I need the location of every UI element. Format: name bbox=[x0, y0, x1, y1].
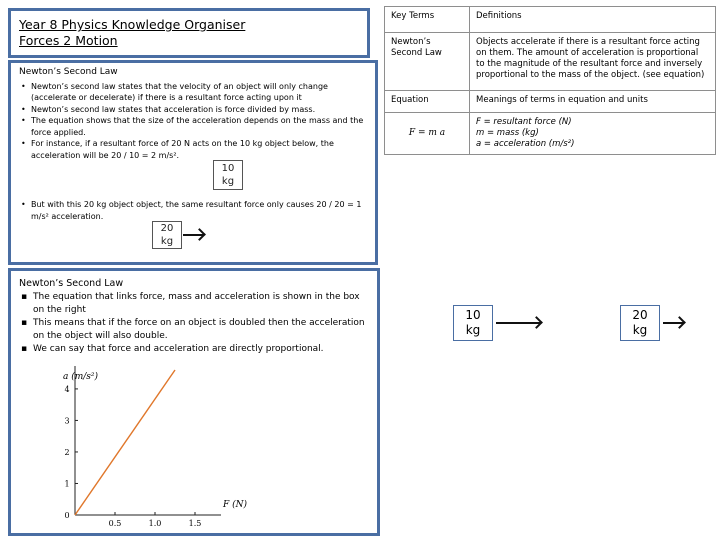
equation-meanings bbox=[470, 113, 716, 155]
meaning-acceleration: a = acceleration (m/s²) bbox=[476, 139, 575, 149]
mass-unit: kg bbox=[465, 323, 481, 337]
mass-unit: kg bbox=[221, 176, 235, 187]
title-line-1: Year 8 Physics Knowledge Organiser bbox=[19, 17, 246, 32]
bullet: • The equation shows that the size of the acceleration depends on the mass and the force applied. bbox=[31, 115, 367, 138]
section-1-heading: Newton’s Second Law bbox=[19, 67, 118, 77]
meaning-mass: m = mass (kg) bbox=[476, 128, 539, 138]
bullet: • For instance, if a resultant force of 20 N acts on the 10 kg object below, the acceleration will be 20 / 10 = 2 m/s². bbox=[31, 138, 367, 161]
y-ticks bbox=[64, 385, 78, 520]
series-line bbox=[75, 370, 175, 515]
bullet: ▪ We can say that force and acceleration are directly proportional. bbox=[33, 343, 369, 356]
table-row bbox=[385, 33, 716, 91]
table-header-row bbox=[385, 7, 716, 33]
mass-value: 20 bbox=[160, 223, 174, 234]
bullet: • But with this 20 kg object object, the same resultant force only causes 20 / 20 = 1 m/s² acceleration. bbox=[31, 199, 381, 222]
section-1-bullets bbox=[19, 81, 367, 162]
y-tick-label: 4 bbox=[64, 384, 70, 394]
section-2-bullets bbox=[19, 291, 369, 356]
mass-unit: kg bbox=[632, 323, 648, 337]
x-tick-label: 0.5 bbox=[108, 519, 122, 528]
bullet: • Newton’s second law states that acceleration is force divided by mass. bbox=[31, 104, 367, 116]
y-tick-label: 2 bbox=[64, 447, 70, 457]
title-line-2: Forces 2 Motion bbox=[19, 33, 118, 48]
x-tick-label: 1.5 bbox=[188, 519, 202, 528]
bullet: • Newton’s second law states that the velocity of an object will only change (accelerate or decelerate) if there is a resultant force acting upon it bbox=[31, 81, 367, 104]
bullet: ▪ The equation that links force, mass and acceleration is shown in the box on the right bbox=[33, 291, 369, 317]
meaning-force: F = resultant force (N) bbox=[476, 117, 572, 127]
x-tick-label: 1.0 bbox=[148, 519, 162, 528]
mass-box-20kg bbox=[152, 221, 182, 249]
force-arrow bbox=[183, 234, 203, 236]
graph-axes bbox=[75, 366, 221, 515]
title-box bbox=[8, 8, 370, 58]
bullet: ▪ This means that if the force on an object is doubled then the acceleration on the object will also double. bbox=[33, 317, 369, 343]
y-axis-label: a (m/s²) bbox=[63, 372, 99, 382]
section-2-heading: Newton’s Second Law bbox=[19, 278, 124, 289]
y-tick-label: 0 bbox=[64, 511, 70, 520]
force-arrow bbox=[663, 322, 683, 324]
term-equation: Equation bbox=[385, 91, 470, 113]
header-key-terms: Key Terms bbox=[385, 7, 470, 33]
mass-value: 10 bbox=[221, 163, 235, 174]
force-acceleration-graph bbox=[55, 365, 248, 530]
mass-value: 10 bbox=[465, 308, 481, 322]
definition-newtons-second-law: Objects accelerate if there is a resultant force acting on them. The amount of acceleration is proportional to the magnitude of the resultant force and inversely proportional to the mass of the object. (see equation) bbox=[470, 33, 716, 91]
x-axis-label: F (N) bbox=[223, 500, 248, 510]
equation-formula: F = m a bbox=[385, 113, 470, 155]
header-definitions: Definitions bbox=[470, 7, 716, 33]
x-ticks bbox=[109, 512, 202, 528]
y-tick-label: 3 bbox=[64, 416, 70, 426]
table-row bbox=[385, 91, 716, 113]
definition-equation: Meanings of terms in equation and units bbox=[470, 91, 716, 113]
mass-box-10kg bbox=[213, 160, 243, 190]
section-1-bullets-after bbox=[19, 199, 381, 222]
mass-value: 20 bbox=[632, 308, 648, 322]
force-arrow bbox=[496, 322, 540, 324]
key-terms-table bbox=[384, 6, 716, 155]
mass-box-20kg-large bbox=[620, 305, 660, 341]
table-row bbox=[385, 113, 716, 155]
series-lines bbox=[75, 370, 175, 515]
y-tick-label: 1 bbox=[64, 479, 70, 489]
mass-box-10kg-large bbox=[453, 305, 493, 341]
mass-unit: kg bbox=[160, 236, 174, 247]
term-newtons-second-law: Newton’s Second Law bbox=[385, 33, 470, 91]
